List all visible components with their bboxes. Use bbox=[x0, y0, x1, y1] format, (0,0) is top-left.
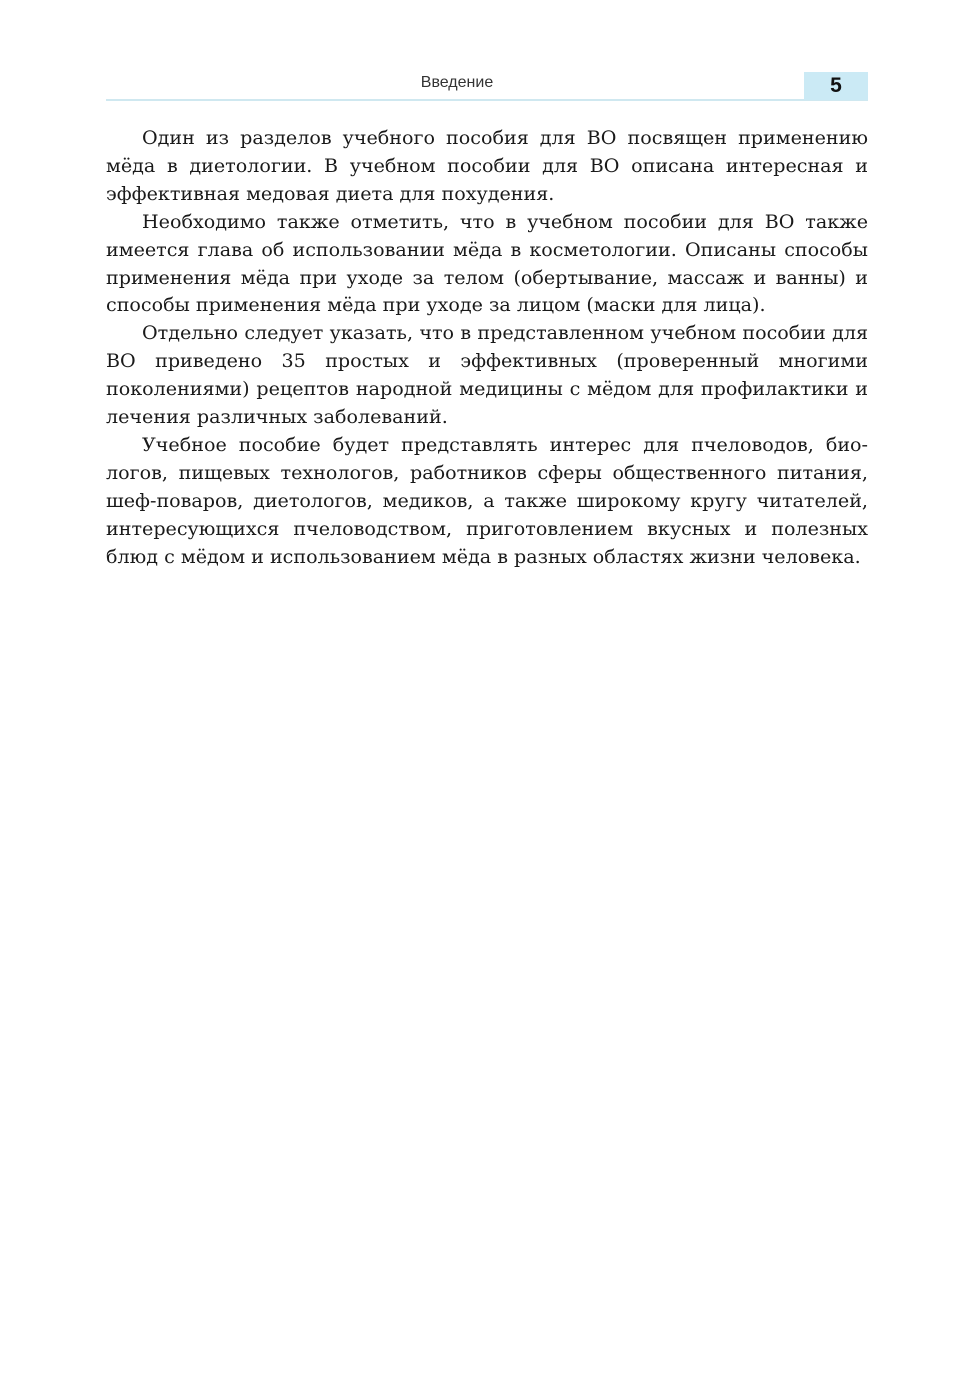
body-text bbox=[106, 124, 868, 571]
paragraph: Необходимо также отметить, что в учебном пособии для ВО также имеется глава об использовании мёда в косметологии. Описаны способы применения мёда при уходе за телом (обертывание, массаж и ванны) и способы применения мёда при уходе за лицом (маски для лица). bbox=[106, 209, 868, 317]
paragraph: Учебное пособие будет представлять интерес для пчеловодов, биологов, пищевых технологов, работников сферы общественного питания, шеф-поваров, диетологов, медиков, а также широкому кругу читателей, интересующихся пчеловодством, приготовлением вкусных и полезных блюд с мёдом и использованием мёда в разных областях жизни человека. bbox=[106, 432, 868, 568]
running-header-title: Введение bbox=[420, 74, 494, 91]
paragraph: Отдельно следует указать, что в представленном учебном пособии для ВО приведено 35 простых и эффективных (проверенный многими поколениями) рецептов народной медицины с мёдом для профилактики и лечения различных заболеваний. bbox=[106, 321, 868, 429]
paragraph: Один из разделов учебного пособия для ВО посвящен применению мёда в диетологии. В учебном пособии для ВО описана интересная и эффективная медовая диета для похудения. bbox=[106, 126, 868, 205]
page-number: 5 bbox=[804, 72, 868, 100]
page-header bbox=[106, 70, 868, 101]
